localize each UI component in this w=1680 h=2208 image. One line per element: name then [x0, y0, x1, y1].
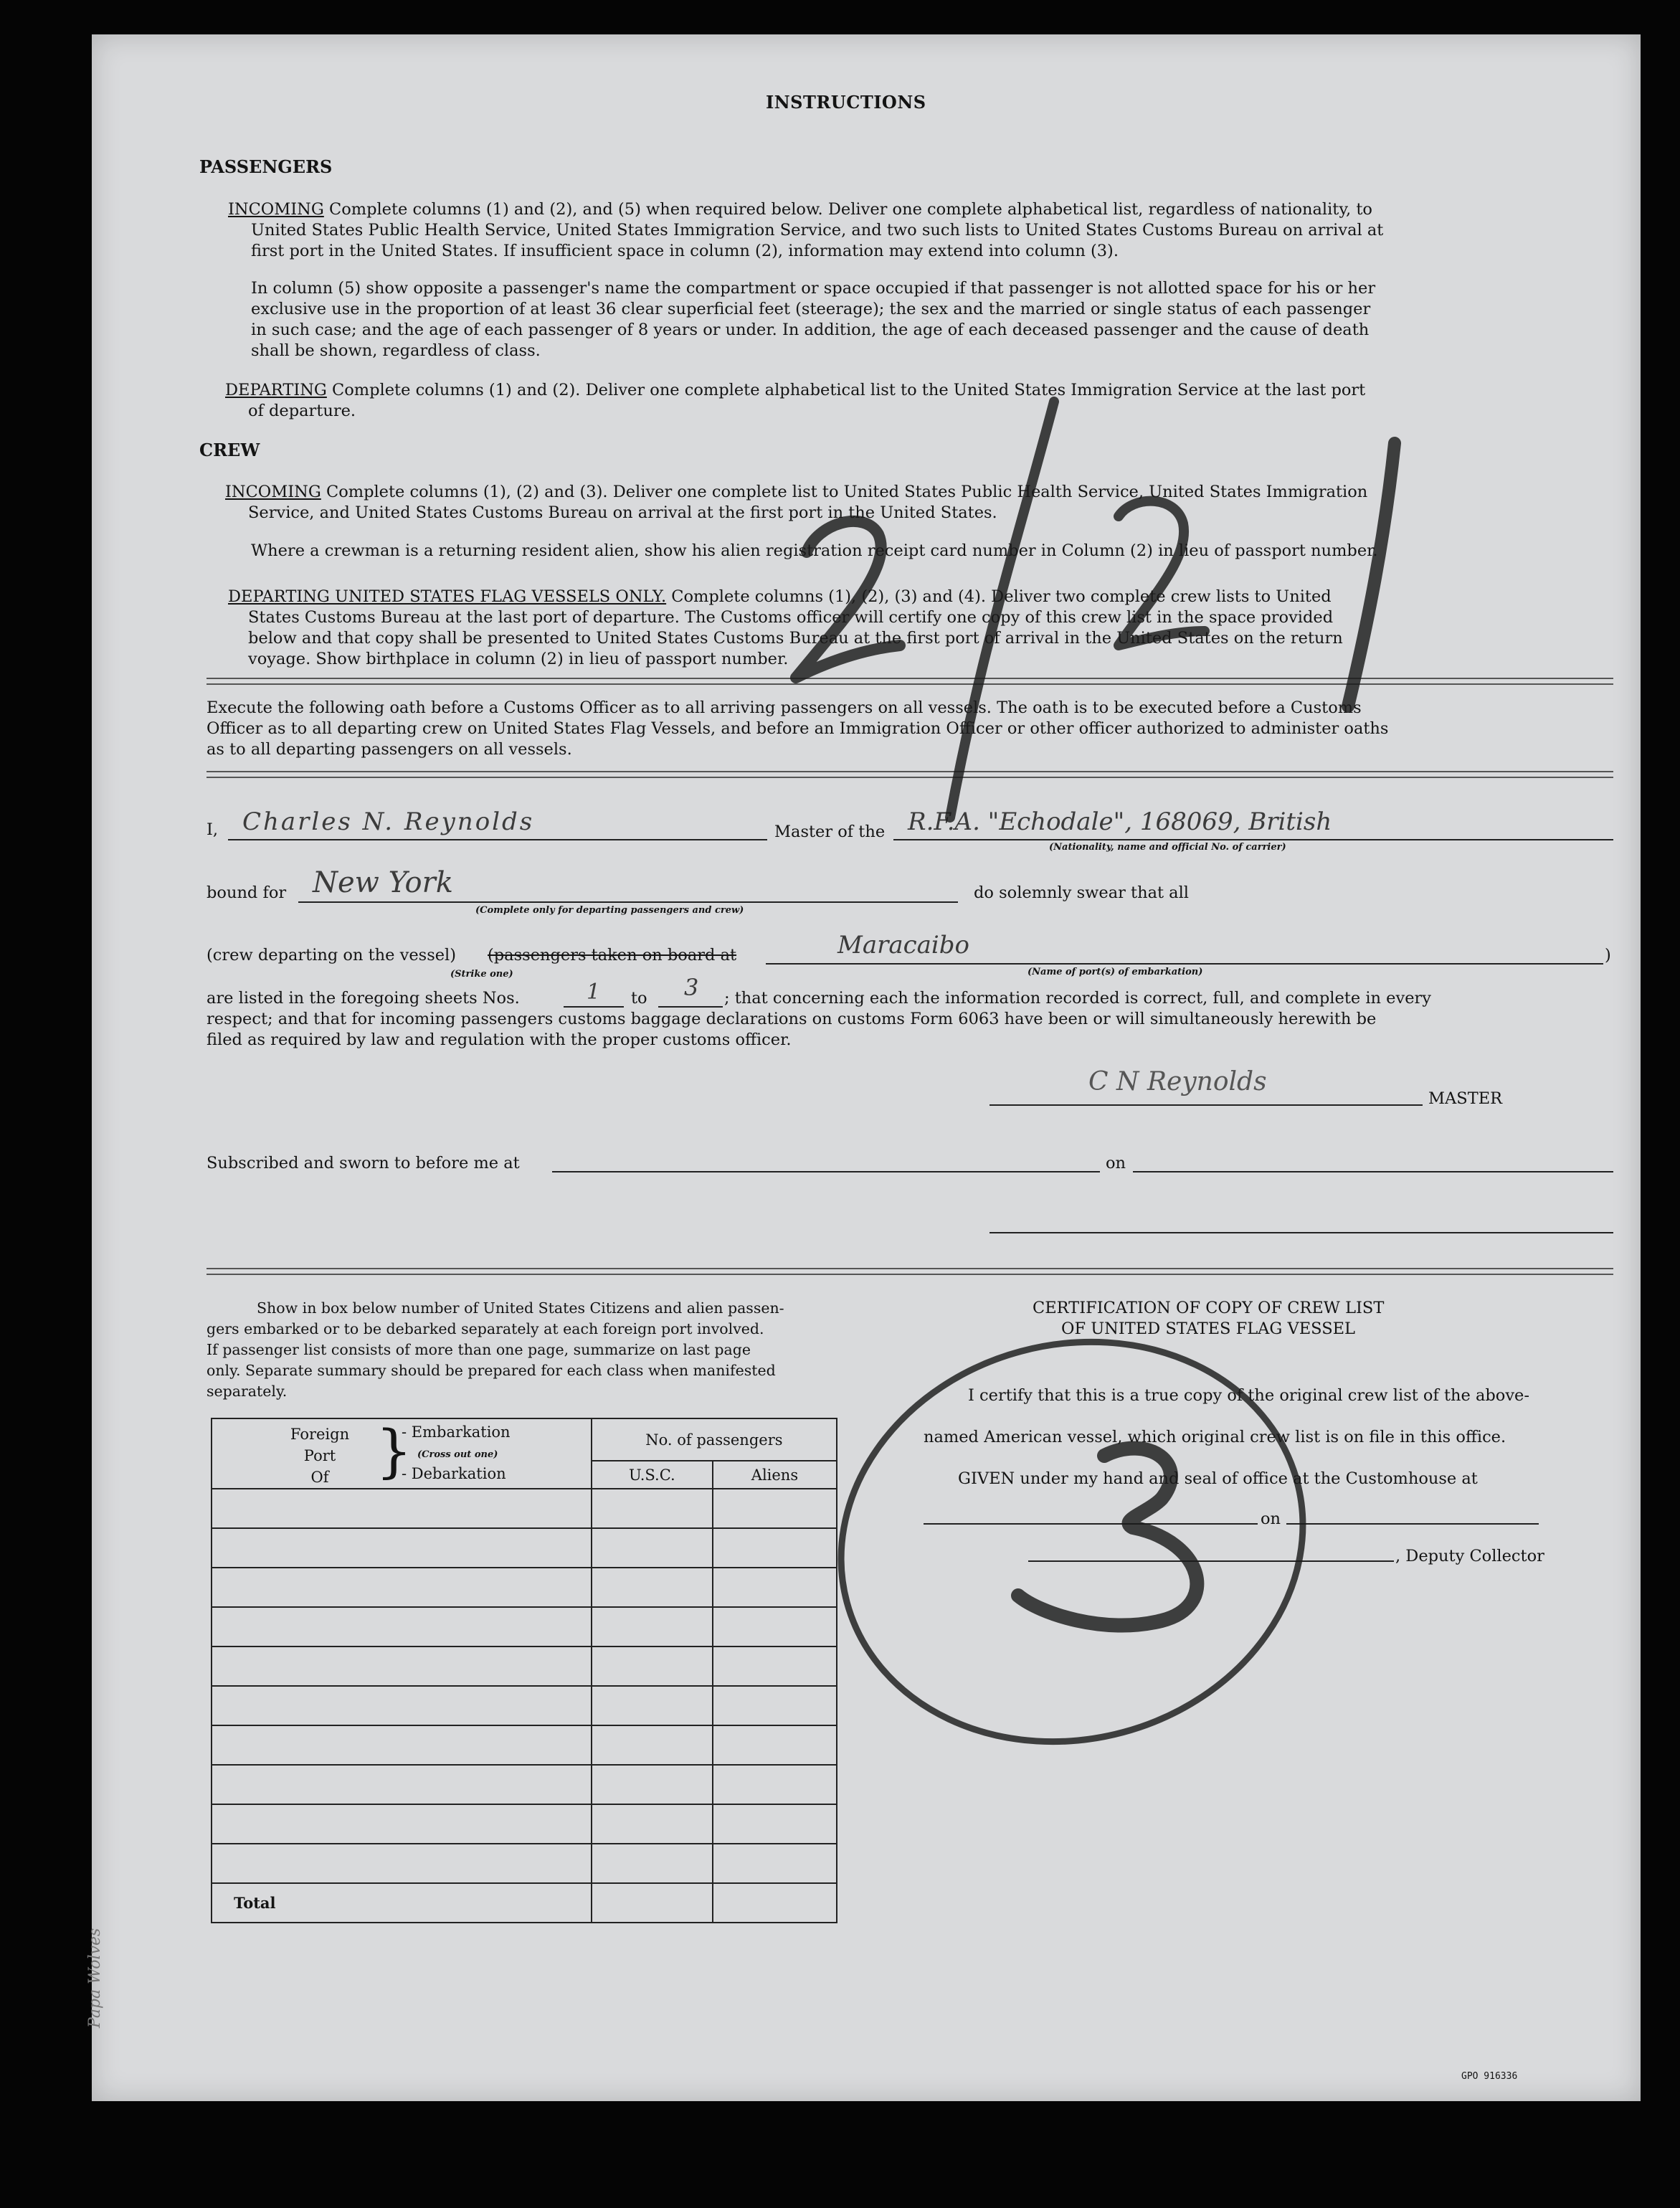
- crew-incoming-text-2: Service, and United States Customs Bureau on arrival at the first port in the United States.: [248, 503, 997, 522]
- passengers-taken-option: (passengers taken on board at: [488, 946, 737, 965]
- swear-label: do solemnly swear that all: [974, 883, 1189, 902]
- listed-label: are listed in the foregoing sheets Nos.: [207, 989, 520, 1008]
- summary-line-4: only. Separate summary should be prepared for each class when manifested: [207, 1362, 776, 1379]
- incoming-text-2: United States Public Health Service, United States Immigration Service, and two such lists to United States Customs Bureau on arrival at: [251, 221, 1384, 240]
- bound-label: bound for: [207, 883, 287, 902]
- header-port: Port: [303, 1447, 336, 1464]
- handwritten-slash-glyph: [950, 402, 1054, 818]
- on-label: on: [1106, 1154, 1126, 1172]
- col5-text-2: exclusive use in the proportion of at least 36 clear superficial feet (steerage); the sex and the married or single status of each passenger: [251, 300, 1371, 318]
- master-name-field[interactable]: Charles N. Reynolds: [242, 807, 535, 836]
- total-label: Total: [212, 1883, 592, 1923]
- close-paren: ): [1605, 946, 1611, 965]
- header-foreign: Foreign: [290, 1426, 350, 1443]
- crew-departing-text-2: States Customs Bureau at the last port of departure. The Customs officer will certify one copy of this crew list in the space provided: [248, 608, 1334, 627]
- sheet-from-field[interactable]: 1: [587, 980, 601, 1005]
- page-title: INSTRUCTIONS: [766, 92, 926, 113]
- vessel-field[interactable]: R.F.A. "Echodale", 168069, British: [908, 807, 1332, 836]
- header-debarkation: - Debarkation: [402, 1465, 506, 1482]
- gpo-code: GPO 916336: [1461, 2071, 1518, 2082]
- strike-caption: (Strike one): [450, 969, 513, 980]
- incoming-text: Complete columns (1) and (2), and (5) when required below. Deliver one complete alphabetical list, regardless of nationality, to: [328, 200, 1372, 219]
- oath-intro-2: Officer as to all departing crew on United States Flag Vessels, and before an Immigration Officer or other officer authorized to administer oaths: [207, 719, 1389, 738]
- crew-incoming-label: INCOMING: [225, 483, 321, 501]
- header-cross: (Cross out one): [417, 1449, 498, 1460]
- to-label: to: [631, 989, 647, 1008]
- col5-text-1: In column (5) show opposite a passenger's name the compartment or space occupied if that passenger is not allotted space for his or her: [251, 279, 1376, 298]
- usc-header: U.S.C.: [592, 1461, 713, 1489]
- port-field[interactable]: Maracaibo: [837, 931, 970, 960]
- cert-line-1: I certify that this is a true copy of the original crew list of the above-: [968, 1386, 1529, 1405]
- header-of: Of: [310, 1469, 329, 1486]
- summary-line-1: Show in box below number of United States Citizens and alien passen-: [257, 1299, 784, 1317]
- margin-note: Papa Wolves: [86, 1928, 104, 2028]
- departing-label: DEPARTING: [225, 381, 327, 399]
- aliens-header: Aliens: [713, 1461, 837, 1489]
- incoming-label: INCOMING: [228, 200, 324, 219]
- summary-line-5: separately.: [207, 1383, 288, 1400]
- handwritten-two-glyph: [796, 521, 900, 678]
- departing-text-2: of departure.: [248, 402, 356, 420]
- crew-departing-text: Complete columns (1), (2), (3) and (4). Deliver two complete crew lists to United: [671, 587, 1332, 606]
- master-of-label: Master of the: [774, 823, 886, 841]
- deputy-label: , Deputy Collector: [1395, 1547, 1544, 1565]
- crew-resident-text: Where a crewman is a returning resident alien, show his alien registration receipt card number in Column (2) in lieu of passport number.: [251, 541, 1378, 560]
- col5-text-3: in such case; and the age of each passenger of 8 years or under. In addition, the age of each deceased passenger and the cause of death: [251, 321, 1370, 339]
- col5-text-4: shall be shown, regardless of class.: [251, 341, 541, 360]
- incoming-text-3: first port in the United States. If insufficient space in column (2), information may extend into column (3).: [251, 242, 1119, 260]
- cert-line-2: named American vessel, which original crew list is on file in this office.: [924, 1428, 1506, 1446]
- no-passengers-header: No. of passengers: [592, 1418, 837, 1461]
- brace-glyph: }: [376, 1418, 412, 1484]
- vessel-caption: (Nationality, name and official No. of carrier): [1049, 842, 1286, 853]
- listed-rest: ; that concerning each the information recorded is correct, full, and complete in every: [724, 989, 1431, 1008]
- cert-title-2: OF UNITED STATES FLAG VESSEL: [1061, 1319, 1355, 1338]
- master-signature: C N Reynolds: [1088, 1067, 1267, 1096]
- passengers-heading: PASSENGERS: [199, 156, 333, 177]
- destination-caption: (Complete only for departing passengers and crew): [475, 905, 744, 916]
- handwritten-two-glyph-2: [1119, 501, 1205, 645]
- crew-departing-text-3: below and that copy shall be presented to United States Customs Bureau at the first port of arrival in the United States on the return: [248, 629, 1343, 648]
- oath-line-3: filed as required by law and regulation with the proper customs officer.: [207, 1030, 792, 1049]
- destination-field[interactable]: New York: [313, 866, 453, 899]
- cert-title-1: CERTIFICATION OF COPY OF CREW LIST: [1033, 1299, 1385, 1317]
- crew-heading: CREW: [199, 440, 260, 460]
- cert-line-3: GIVEN under my hand and seal of office at the Customhouse at: [958, 1469, 1478, 1488]
- handwritten-one-glyph: [1348, 443, 1395, 706]
- crew-departing-option: (crew departing on the vessel): [207, 946, 457, 965]
- crew-departing-text-4: voyage. Show birthplace in column (2) in lieu of passport number.: [248, 650, 789, 668]
- crew-departing-label: DEPARTING UNITED STATES FLAG VESSELS ONLY.: [228, 587, 667, 606]
- oath-intro-3: as to all departing passengers on all vessels.: [207, 740, 572, 759]
- oath-intro-1: Execute the following oath before a Customs Officer as to all arriving passengers on all vessels. The oath is to be executed before a Customs: [207, 698, 1362, 717]
- oath-line-2: respect; and that for incoming passengers customs baggage declarations on customs Form 6063 have been or will simultaneously herewith be: [207, 1010, 1377, 1028]
- departing-text: Complete columns (1) and (2). Deliver one complete alphabetical list to the United States Immigration Service at the last port: [332, 381, 1366, 399]
- header-embarkation: - Embarkation: [402, 1423, 511, 1441]
- port-caption: (Name of port(s) of embarkation): [1028, 967, 1203, 977]
- oath-i-label: I,: [207, 820, 219, 839]
- handwritten-three-glyph: [1018, 1449, 1197, 1626]
- subscribed-label: Subscribed and sworn to before me at: [207, 1154, 520, 1172]
- master-label: MASTER: [1428, 1089, 1503, 1108]
- crew-incoming-text: Complete columns (1), (2) and (3). Deliver one complete list to United States Public Health Service, United States Immigration: [326, 483, 1368, 501]
- cert-on-label: on: [1261, 1510, 1281, 1528]
- pencil-circle-mark: [796, 1291, 1348, 1792]
- sheet-to-field[interactable]: 3: [684, 974, 699, 1001]
- summary-line-3: If passenger list consists of more than one page, summarize on last page: [207, 1341, 751, 1358]
- summary-line-2: gers embarked or to be debarked separately at each foreign port involved.: [207, 1320, 764, 1337]
